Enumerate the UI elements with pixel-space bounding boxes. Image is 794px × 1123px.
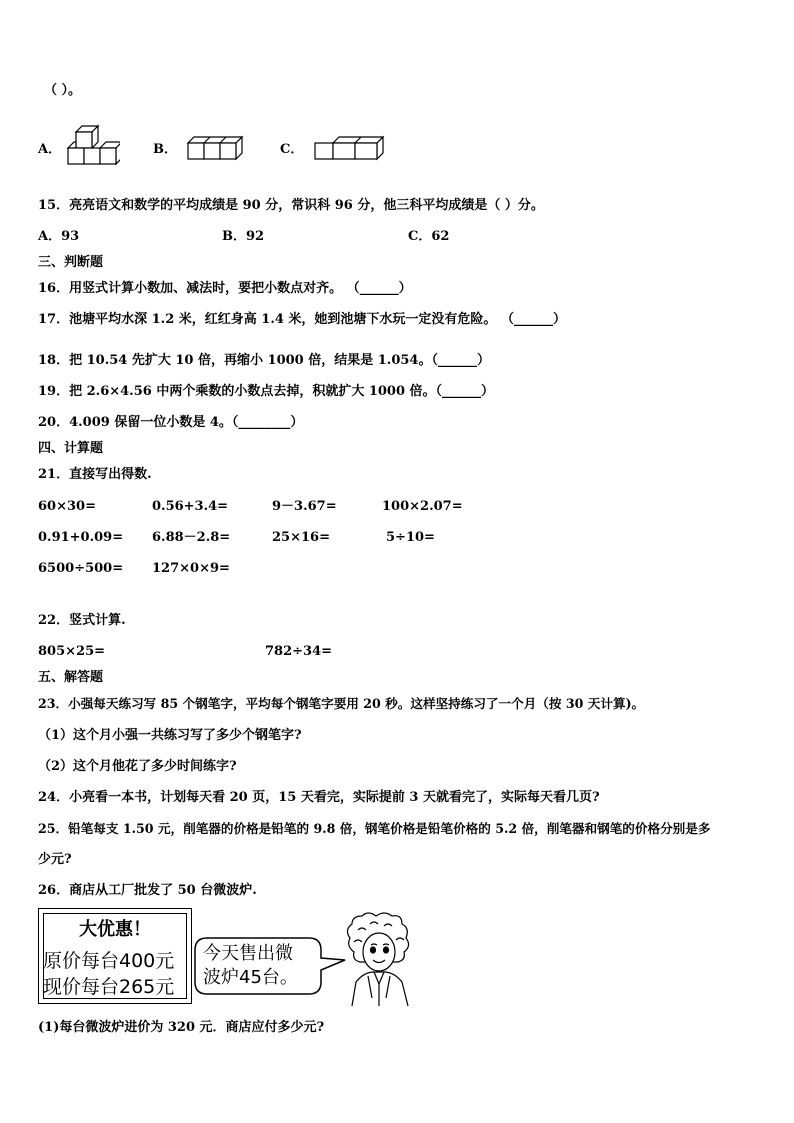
sale-sign-title: 大优惠！ [79,919,151,940]
speech-bubble [193,936,348,1002]
q14-blank: （ ）。 [44,83,82,98]
q22-item: 782÷34= [265,644,333,659]
q21-title: 21．直接写出得数. [38,467,152,482]
q14-option-a-cubes-figure [64,122,120,170]
sale-sign [38,908,192,1004]
salesperson-illustration [340,912,418,1006]
q14-option-b-cubes-figure [186,133,244,165]
q21-item: 9－3.67= [272,499,337,514]
q25-question-line1: 25．铅笔每支 1.50 元，削笔器的价格是铅笔的 9.8 倍，钢笔价格是铅笔价格的 5.2 倍，削笔器和钢笔的价格分别是多 [38,821,711,836]
q14-option-c-cubes-figure [313,133,385,165]
q15-option-c: C．62 [408,229,450,244]
q22-item: 805×25= [38,644,106,659]
q15-option-b: B．92 [222,229,265,244]
q21-item: 100×2.07= [382,499,463,514]
q21-item: 25×16= [272,530,330,545]
q23-question: 23．小强每天练习写 85 个钢笔字，平均每个钢笔字要用 20 秒。这样坚持练习了一个月（按 30 天计算)。 [38,696,645,711]
q14-option-b-label: B． [153,142,177,157]
q17-question: 17．池塘平均水深 1.2 米，红红身高 1.4 米，她到池塘下水玩一定没有危险。 （______） [38,312,566,327]
q25-question-line2: 少元? [38,852,72,867]
speech-bubble-line2: 波炉45台。 [203,967,298,988]
q23-sub1: （1）这个月小强一共练习写了多少个钢笔字? [38,728,302,743]
q14-option-a-label: A． [38,142,62,157]
q21-item: 5÷10= [386,530,435,545]
sale-sign-original-price: 原价每台400元 [43,950,175,972]
q21-item: 0.56+3.4= [152,499,229,514]
q21-item: 6.88－2.8= [152,530,231,545]
q16-question: 16．用竖式计算小数加、减法时，要把小数点对齐。 （______） [38,281,412,296]
q21-item: 6500÷500= [38,561,124,576]
q21-item: 127×0×9= [152,561,230,576]
q26-question: 26．商店从工厂批发了 50 台微波炉. [38,883,257,898]
section-3-heading: 三、判断题 [38,255,104,270]
q26-sub1: (1)每台微波炉进价为 320 元．商店应付多少元? [38,1020,325,1035]
speech-bubble-line1: 今天售出微 [203,943,293,964]
q15-question: 15．亮亮语文和数学的平均成绩是 90 分，常识科 96 分，他三科平均成绩是（ ）分。 [38,198,544,213]
q24-question: 24．小亮看一本书，计划每天看 20 页，15 天看完，实际提前 3 天就看完了，实际每天看几页? [38,790,600,805]
q14-option-c-label: C． [280,142,304,157]
q22-title: 22．竖式计算. [38,613,126,628]
q23-sub2: （2）这个月他花了多少时间练字? [38,759,237,774]
q19-question: 19．把 2.6×4.56 中两个乘数的小数点去掉，积就扩大 1000 倍。（______） [38,384,495,399]
q21-item: 0.91+0.09= [38,530,124,545]
section-4-heading: 四、计算题 [38,441,104,456]
q15-option-a: A．93 [38,229,80,244]
q18-question: 18．把 10.54 先扩大 10 倍，再缩小 1000 倍，结果是 1.054。（______） [38,353,490,368]
sale-sign-current-price: 现价每台265元 [43,976,175,998]
section-5-heading: 五、解答题 [38,670,104,685]
q21-item: 60×30= [38,499,96,514]
q20-question: 20．4.009 保留一位小数是 4。（________） [38,415,304,430]
